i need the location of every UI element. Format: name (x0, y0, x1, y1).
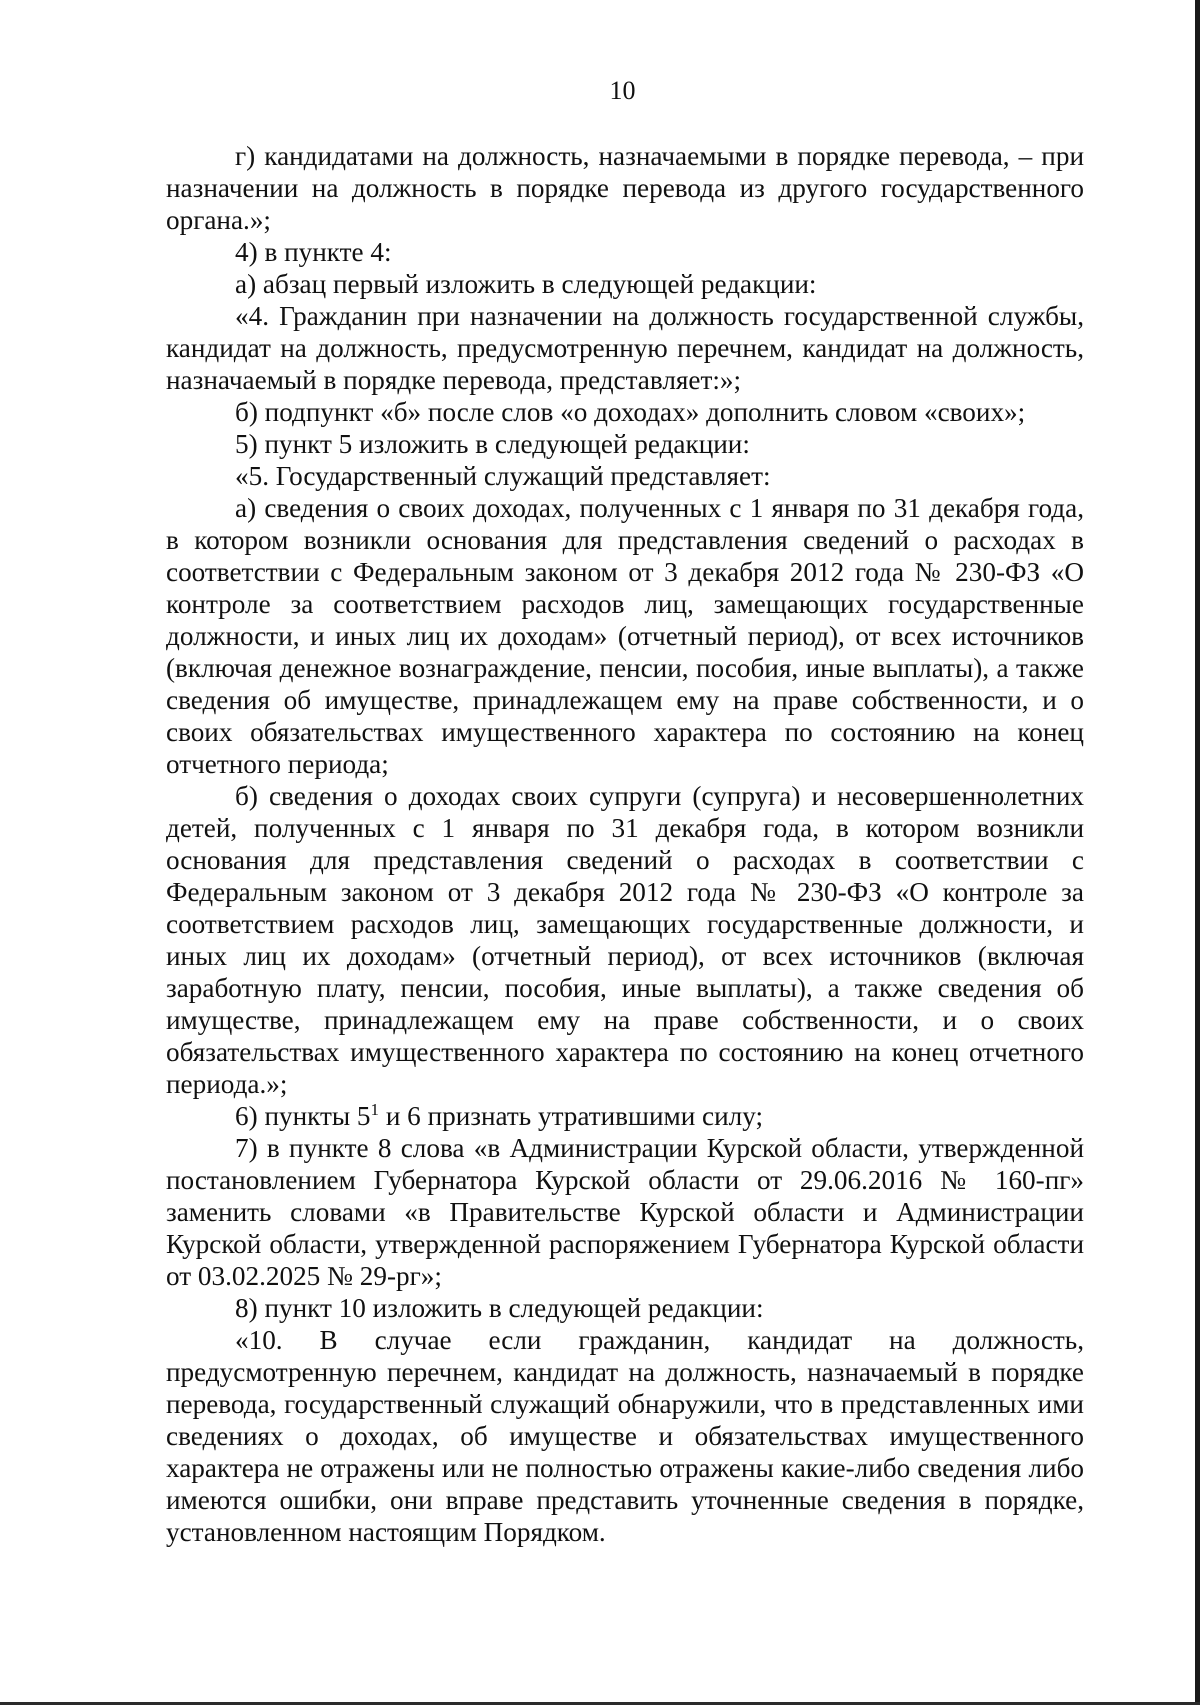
paragraph-item-7: 7) в пункте 8 слова «в Администрации Курской области, утвержденной постановлением Губернатора Курской области от 29.06.2016 № 160-пг» заменить словами «в Правительстве Курской области и Администрации Курской области, утвержденной распоряжением Губернатора Курской области от 03.02.2025 № 29-рг»; (166, 1133, 1084, 1291)
paragraph-item-4: 4) в пункте 4: (235, 237, 392, 267)
item-6-before: 6) пункты 5 (235, 1101, 371, 1131)
item-6-superscript: 1 (370, 1100, 380, 1119)
paragraph-item-8: 8) пункт 10 изложить в следующей редакции: (235, 1293, 764, 1323)
paragraph-item-4b: б) подпункт «б» после слов «о доходах» дополнить словом «своих»; (235, 397, 1026, 427)
paragraph-item-10-text: «10. В случае если гражданин, кандидат на должность, предусмотренную перечнем, кандидат на должность, назначаемый в порядке перевода, государственный служащий обнаружили, что в представленных ими сведениях о доходах, об имуществе и обязательствах имущественного характера не отражены или не полностью отражены какие-либо сведения либо имеются ошибки, они вправе представить уточненные сведения в порядке, установленном настоящим Порядком. (166, 1325, 1084, 1547)
item-6-after: и 6 признать утратившими силу; (379, 1101, 764, 1131)
paragraph-item-4a: а) абзац первый изложить в следующей редакции: (235, 269, 817, 299)
page-number: 10 (609, 76, 636, 105)
paragraph-item-5a: а) сведения о своих доходах, полученных с 1 января по 31 декабря года, в котором возникли основания для представления сведений о расходах в соответствии с Федеральным законом от 3 декабря 2012 года № 230-ФЗ «О контроле за соответствием расходов лиц, замещающих государственные должности, и иных лиц их доходам» (отчетный период), от всех источников (включая денежное вознаграждение, пенсии, пособия, иные выплаты), а также сведения об имуществе, принадлежащем ему на праве собственности, и о своих обязательствах имущественного характера по состоянию на конец отчетного периода; (166, 493, 1084, 779)
paragraph-item-5: 5) пункт 5 изложить в следующей редакции: (235, 429, 750, 459)
scan-edge-right (1195, 0, 1200, 1705)
paragraph-item-5-text: «5. Государственный служащий представляет: (235, 461, 771, 491)
paragraph-item-4-text: «4. Гражданин при назначении на должность государственной службы, кандидат на должность, предусмотренную перечнем, кандидат на должность, назначаемый в порядке перевода, представляет:»; (166, 301, 1084, 395)
paragraph-item-5b: б) сведения о доходах своих супруги (супруга) и несовершеннолетних детей, полученных с 1 января по 31 декабря года, в котором возникли основания для представления сведений о расходах в соответствии с Федеральным законом от 3 декабря 2012 года № 230-ФЗ «О контроле за соответствием расходов лиц, замещающих государственные должности, и иных лиц их доходам» (отчетный период), от всех источников (включая заработную плату, пенсии, пособия, иные выплаты), а также сведения об имуществе, принадлежащем ему на праве собственности, и о своих обязательствах имущественного характера по состоянию на конец отчетного периода.»; (166, 781, 1084, 1099)
paragraph-item-6 (166, 1100, 1084, 1132)
document-body (166, 140, 1084, 1548)
paragraph-g-candidates-transfer: г) кандидатами на должность, назначаемыми в порядке перевода, – при назначении на должность в порядке перевода из другого государственного органа.»; (166, 141, 1084, 235)
